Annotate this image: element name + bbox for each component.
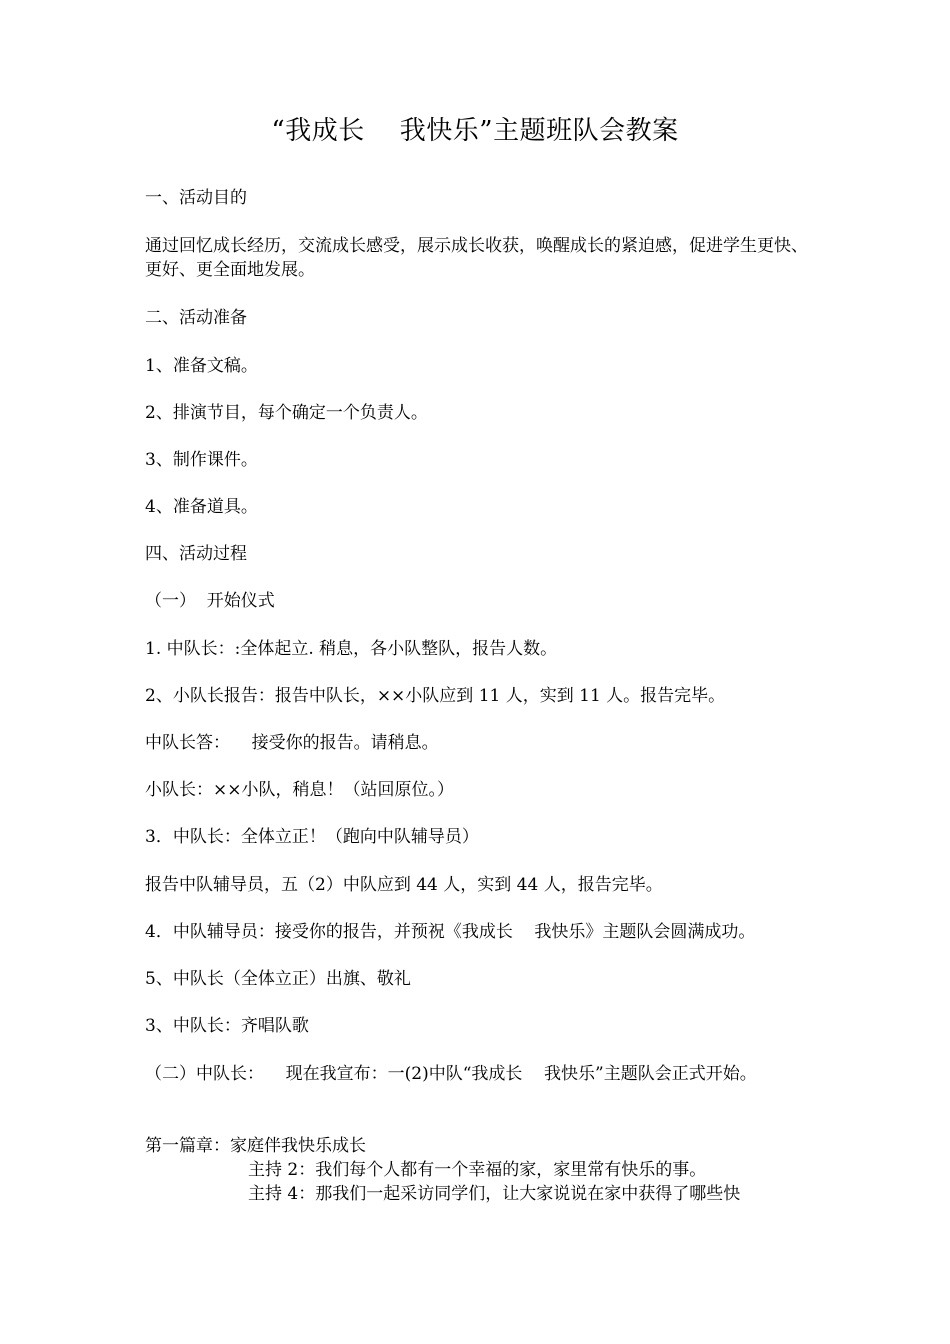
preparation-item: 1、准备文稿。 [145, 356, 258, 376]
section-heading-preparation: 二、活动准备 [145, 308, 247, 328]
subsection-heading-opening: （一） 开始仪式 [145, 591, 275, 611]
section-heading-process: 四、活动过程 [145, 544, 247, 564]
process-line: 3．中队长：全体立正！（跑向中队辅导员） [145, 827, 479, 847]
document-title: “我成长 我快乐”主题班队会教案 [271, 116, 679, 146]
process-line: 3、中队长：齐唱队歌 [145, 1016, 309, 1036]
process-line: 中队长答： 接受你的报告。请稍息。 [145, 733, 439, 753]
process-line: 报告中队辅导员，五（2）中队应到 44 人，实到 44 人，报告完毕。 [145, 875, 663, 895]
process-line-announcement: （二）中队长： 现在我宣布：一(2)中队“我成长 我快乐”主题队会正式开始。 [145, 1064, 757, 1084]
preparation-item: 2、排演节目，每个确定一个负责人。 [145, 403, 428, 423]
host-line: 主持 4：那我们一起采访同学们，让大家说说在家中获得了哪些快 [248, 1184, 741, 1204]
process-line: 2、小队长报告：报告中队长，××小队应到 11 人，实到 11 人。报告完毕。 [145, 686, 726, 706]
chapter-heading: 第一篇章：家庭伴我快乐成长 [145, 1136, 366, 1156]
preparation-item: 4、准备道具。 [145, 497, 258, 517]
preparation-item: 3、制作课件。 [145, 450, 258, 470]
process-line: 5、中队长（全体立正）出旗、敬礼 [145, 969, 411, 989]
process-line: 4．中队辅导员：接受你的报告，并预祝《我成长 我快乐》主题队会圆满成功。 [145, 922, 756, 942]
section-heading-purpose: 一、活动目的 [145, 188, 247, 208]
purpose-paragraph: 通过回忆成长经历，交流成长感受，展示成长收获，唤醒成长的紧迫感，促进学生更快、更好、更全面地发展。 [145, 236, 808, 280]
host-line: 主持 2：我们每个人都有一个幸福的家，家里常有快乐的事。 [248, 1160, 707, 1180]
process-line: 小队长：××小队，稍息！（站回原位。） [145, 780, 454, 800]
process-line: 1. 中队长：:全体起立. 稍息，各小队整队，报告人数。 [145, 639, 558, 659]
